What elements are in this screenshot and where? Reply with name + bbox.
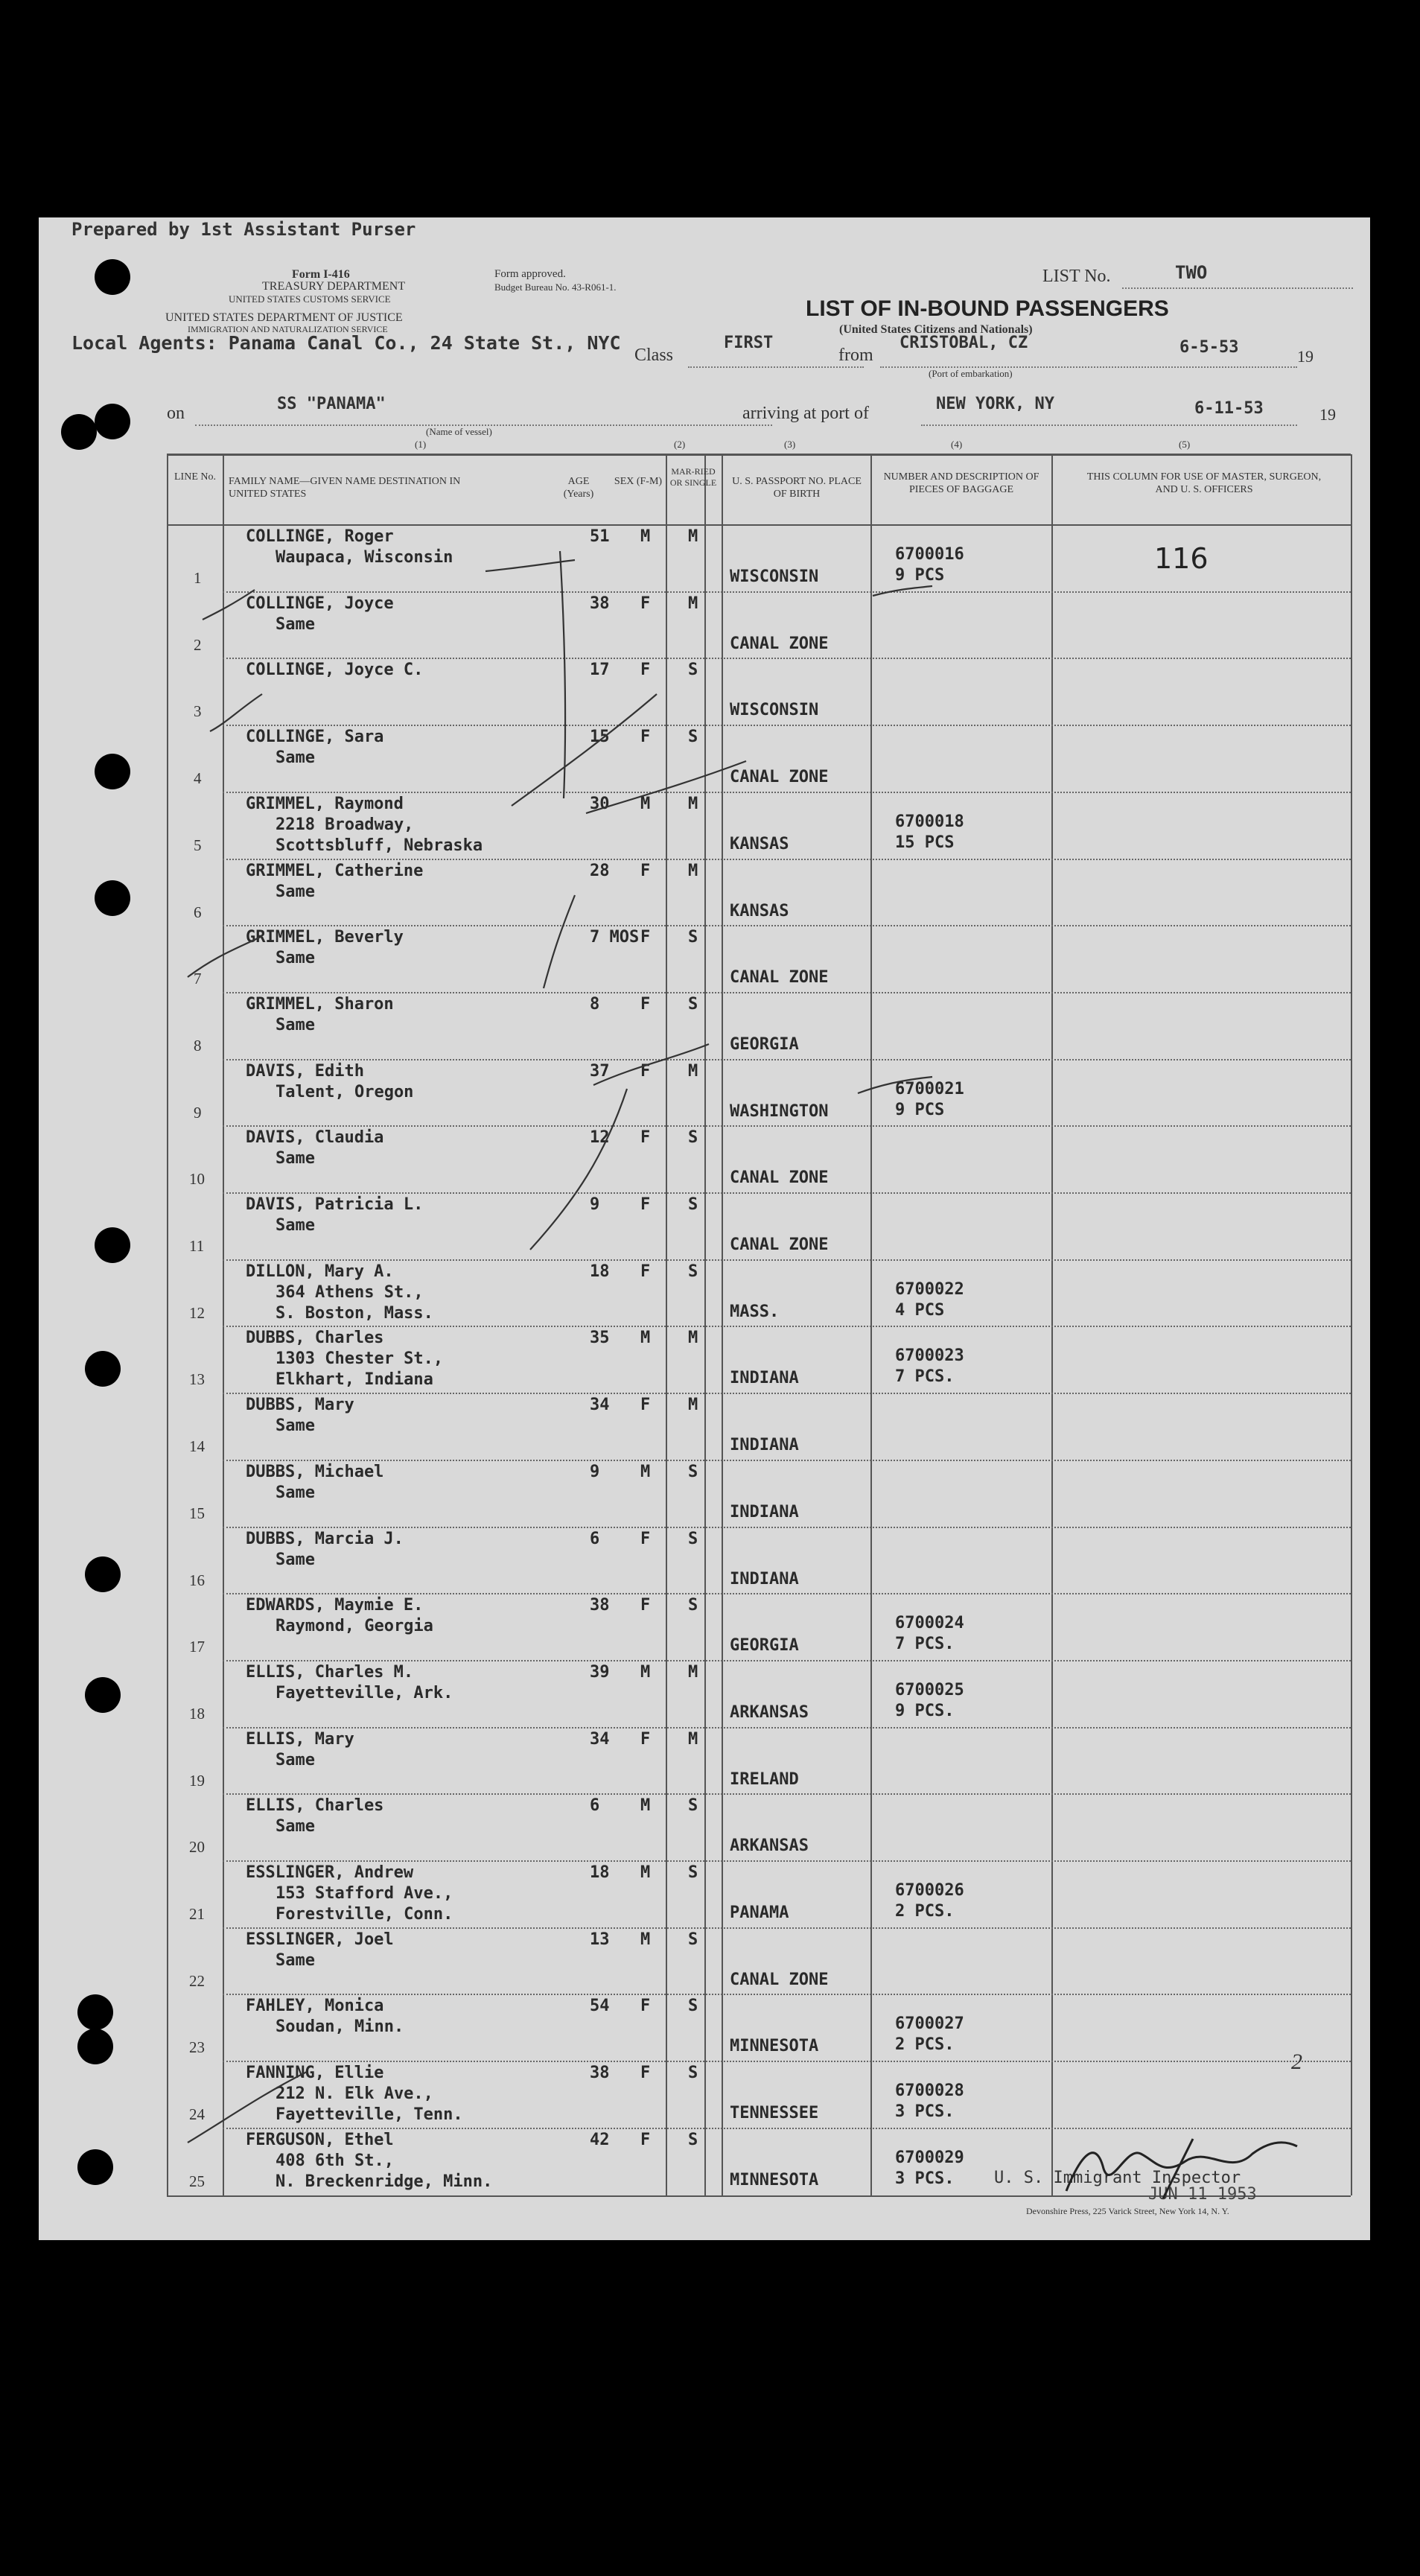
- line-number: 10: [189, 1170, 205, 1188]
- destination-line: Waupaca, Wisconsin: [276, 548, 453, 567]
- destination-line: 153 Stafford Ave.,: [276, 1884, 453, 1903]
- age-value: 6: [590, 1530, 600, 1548]
- from-port: CRISTOBAL, CZ: [900, 334, 1028, 352]
- marital-status: S: [688, 1930, 698, 1949]
- check-marks: [39, 217, 1370, 2240]
- baggage-line: 6700023: [895, 1346, 964, 1365]
- sex-value: F: [640, 1262, 651, 1281]
- col-header-name: FAMILY NAME—GIVEN NAME DESTINATION IN UNITED STATES: [229, 476, 461, 500]
- list-subtitle: (United States Citizens and Nationals): [839, 323, 1033, 336]
- destination-line: Same: [276, 1483, 315, 1502]
- baggage-line: 2 PCS.: [895, 1902, 955, 1921]
- place-of-birth: MASS.: [730, 1303, 780, 1321]
- passenger-name: ESSLINGER, Joel: [246, 1930, 394, 1949]
- destination-line: Fayetteville, Ark.: [276, 1684, 453, 1702]
- passenger-name: ELLIS, Charles M.: [246, 1663, 414, 1682]
- sex-value: F: [640, 661, 651, 679]
- arriving-label: arriving at port of: [742, 404, 869, 423]
- passenger-name: DUBBS, Marcia J.: [246, 1530, 404, 1548]
- age-value: 38: [590, 1596, 610, 1615]
- passenger-name: GRIMMEL, Catherine: [246, 862, 424, 880]
- marital-status: M: [688, 1329, 698, 1347]
- destination-line: Same: [276, 1817, 315, 1836]
- passenger-name: COLLINGE, Joyce C.: [246, 661, 424, 679]
- line-number: 17: [189, 1638, 205, 1656]
- passenger-name: DILLON, Mary A.: [246, 1262, 394, 1281]
- line-number: 14: [189, 1437, 205, 1455]
- inspector-label: U. S. Immigrant Inspector: [994, 2169, 1241, 2187]
- marital-status: M: [688, 1663, 698, 1682]
- line-number: 3: [194, 702, 202, 720]
- baggage-line: 4 PCS: [895, 1301, 945, 1320]
- baggage-line: 9 PCS.: [895, 1702, 955, 1720]
- age-value: 39: [590, 1663, 610, 1682]
- age-value: 12: [590, 1128, 610, 1147]
- passenger-name: DUBBS, Mary: [246, 1396, 354, 1414]
- destination-line: Same: [276, 1951, 315, 1970]
- inspector-signature: [1051, 2124, 1334, 2206]
- col-header-baggage: NUMBER AND DESCRIPTION OF PIECES OF BAGGAGE: [883, 471, 1039, 495]
- age-value: 18: [590, 1863, 610, 1882]
- marital-status: S: [688, 728, 698, 746]
- age-value: 9: [590, 1463, 600, 1481]
- place-of-birth: CANAL ZONE: [730, 635, 829, 653]
- passenger-name: FAHLEY, Monica: [246, 1997, 384, 2015]
- place-of-birth: ARKANSAS: [730, 1703, 809, 1722]
- passenger-name: ESSLINGER, Andrew: [246, 1863, 414, 1882]
- place-of-birth: CANAL ZONE: [730, 1971, 829, 1989]
- age-value: 30: [590, 795, 610, 813]
- passenger-name: GRIMMEL, Sharon: [246, 995, 394, 1014]
- col-num-1: (1): [415, 439, 427, 450]
- destination-line: Same: [276, 615, 315, 634]
- marital-status: S: [688, 1195, 698, 1214]
- sex-value: F: [640, 862, 651, 880]
- baggage-line: 2 PCS.: [895, 2035, 955, 2054]
- sex-value: F: [640, 1195, 651, 1214]
- baggage-line: 6700018: [895, 812, 964, 831]
- customs-service: UNITED STATES CUSTOMS SERVICE: [229, 293, 391, 305]
- passenger-name: DUBBS, Charles: [246, 1329, 384, 1347]
- sex-value: M: [640, 795, 651, 813]
- stamp-date: JUN 11 1953: [1148, 2185, 1257, 2204]
- marital-status: M: [688, 795, 698, 813]
- marital-status: S: [688, 928, 698, 947]
- sex-value: F: [640, 928, 651, 947]
- col-header-officers: THIS COLUMN FOR USE OF MASTER, SURGEON, AND U. S. OFFICERS: [1086, 471, 1322, 495]
- marital-status: S: [688, 1128, 698, 1147]
- marital-status: S: [688, 995, 698, 1014]
- passenger-name: COLLINGE, Joyce: [246, 594, 394, 613]
- baggage-line: 3 PCS.: [895, 2102, 955, 2121]
- line-number: 4: [194, 769, 202, 787]
- place-of-birth: KANSAS: [730, 835, 789, 853]
- passenger-name: GRIMMEL, Raymond: [246, 795, 404, 813]
- destination-line: 212 N. Elk Ave.,: [276, 2084, 433, 2103]
- destination-line: Same: [276, 1149, 315, 1168]
- list-title: LIST OF IN-BOUND PASSENGERS: [806, 296, 1169, 321]
- baggage-line: 3 PCS.: [895, 2169, 955, 2188]
- line-number: 7: [194, 970, 202, 988]
- col-header-sex: SEX (F-M): [614, 476, 663, 487]
- line-number: 1: [194, 569, 202, 587]
- passenger-name: DUBBS, Michael: [246, 1463, 384, 1481]
- class-label: Class: [634, 346, 674, 365]
- justice-dept: UNITED STATES DEPARTMENT OF JUSTICE: [165, 311, 403, 324]
- age-value: 28: [590, 862, 610, 880]
- age-value: 9: [590, 1195, 600, 1214]
- place-of-birth: INDIANA: [730, 1436, 799, 1454]
- destination-line: Soudan, Minn.: [276, 2017, 404, 2036]
- marital-status: S: [688, 1596, 698, 1615]
- class-value: FIRST: [724, 334, 774, 352]
- place-of-birth: WISCONSIN: [730, 701, 819, 719]
- passenger-name: FANNING, Ellie: [246, 2064, 384, 2082]
- baggage-line: 6700016: [895, 545, 964, 564]
- place-of-birth: WISCONSIN: [730, 567, 819, 586]
- line-number: 15: [189, 1504, 205, 1522]
- destination-line: Raymond, Georgia: [276, 1617, 433, 1635]
- line-number: 2: [194, 636, 202, 654]
- passenger-name: DAVIS, Patricia L.: [246, 1195, 424, 1214]
- marital-status: M: [688, 1396, 698, 1414]
- line-number: 11: [189, 1237, 205, 1255]
- place-of-birth: IRELAND: [730, 1770, 799, 1789]
- destination-line: Same: [276, 1751, 315, 1769]
- passenger-name: GRIMMEL, Beverly: [246, 928, 404, 947]
- place-of-birth: KANSAS: [730, 902, 789, 920]
- place-of-birth: CANAL ZONE: [730, 1235, 829, 1254]
- vessel-label: (Name of vessel): [426, 426, 492, 437]
- list-no-label: LIST No.: [1042, 267, 1111, 286]
- baggage-line: 15 PCS: [895, 833, 955, 852]
- local-agents: Local Agents: Panama Canal Co., 24 State St., NYC: [71, 332, 621, 354]
- destination-line: Scottsbluff, Nebraska: [276, 836, 483, 855]
- col-header-married: MAR-RIED OR SINGLE: [669, 466, 717, 488]
- baggage-line: 6700026: [895, 1881, 964, 1900]
- from-date: 6-5-53: [1179, 338, 1239, 357]
- destination-line: Same: [276, 1016, 315, 1034]
- col-num-5: (5): [1179, 439, 1191, 450]
- line-number: 25: [189, 2172, 205, 2190]
- baggage-line: 6700025: [895, 1681, 964, 1699]
- place-of-birth: ARKANSAS: [730, 1836, 809, 1855]
- from-label: from: [838, 346, 873, 365]
- marital-status: M: [688, 594, 698, 613]
- age-value: 54: [590, 1997, 610, 2015]
- baggage-line: 7 PCS.: [895, 1635, 955, 1653]
- age-value: 8: [590, 995, 600, 1014]
- marital-status: M: [688, 862, 698, 880]
- sex-value: M: [640, 1663, 651, 1682]
- sex-value: F: [640, 1730, 651, 1749]
- marital-status: S: [688, 2131, 698, 2149]
- line-number: 8: [194, 1037, 202, 1055]
- place-of-birth: GEORGIA: [730, 1636, 799, 1655]
- passenger-name: COLLINGE, Roger: [246, 527, 394, 546]
- col-header-age: AGE (Years): [563, 476, 594, 500]
- baggage-line: 6700022: [895, 1280, 964, 1299]
- sex-value: M: [640, 1463, 651, 1481]
- baggage-line: 9 PCS: [895, 566, 945, 585]
- destination-line: S. Boston, Mass.: [276, 1304, 433, 1323]
- baggage-line: 6700021: [895, 1080, 964, 1098]
- destination-line: 1303 Chester St.,: [276, 1349, 444, 1368]
- place-of-birth: INDIANA: [730, 1503, 799, 1521]
- baggage-line: 6700027: [895, 2014, 964, 2033]
- line-number: 19: [189, 1772, 205, 1790]
- age-value: 35: [590, 1329, 610, 1347]
- destination-line: Forestville, Conn.: [276, 1905, 453, 1924]
- place-of-birth: GEORGIA: [730, 1035, 799, 1054]
- on-label: on: [167, 404, 185, 423]
- line-number: 12: [189, 1304, 205, 1322]
- marital-status: S: [688, 2064, 698, 2082]
- baggage-line: 7 PCS.: [895, 1367, 955, 1386]
- destination-line: Same: [276, 1216, 315, 1235]
- sex-value: F: [640, 1128, 651, 1147]
- manifest-page: [39, 217, 1370, 2240]
- age-value: 13: [590, 1930, 610, 1949]
- passenger-name: FERGUSON, Ethel: [246, 2131, 394, 2149]
- destination-line: Elkhart, Indiana: [276, 1370, 433, 1389]
- line-number: 22: [189, 1972, 205, 1990]
- baggage-line: 6700028: [895, 2082, 964, 2100]
- arrival-port: NEW YORK, NY: [936, 395, 1054, 413]
- place-of-birth: CANAL ZONE: [730, 768, 829, 786]
- passenger-name: COLLINGE, Sara: [246, 728, 384, 746]
- passenger-name: EDWARDS, Maymie E.: [246, 1596, 424, 1615]
- line-number: 18: [189, 1705, 205, 1723]
- sex-value: F: [640, 1396, 651, 1414]
- sex-value: M: [640, 1930, 651, 1949]
- line-number: 23: [189, 2038, 205, 2056]
- marital-status: M: [688, 1062, 698, 1081]
- place-of-birth: INDIANA: [730, 1369, 799, 1387]
- age-value: 6: [590, 1796, 600, 1815]
- passenger-name: ELLIS, Charles: [246, 1796, 384, 1815]
- sex-value: F: [640, 1997, 651, 2015]
- age-value: 17: [590, 661, 610, 679]
- line-number: 21: [189, 1905, 205, 1923]
- sex-value: F: [640, 2131, 651, 2149]
- marital-status: S: [688, 1796, 698, 1815]
- form-number: Form I-416: [292, 268, 350, 281]
- place-of-birth: MINNESOTA: [730, 2171, 819, 2189]
- sex-value: F: [640, 1596, 651, 1615]
- arrival-date: 6-11-53: [1194, 399, 1264, 418]
- baggage-line: 9 PCS: [895, 1101, 945, 1119]
- vessel-name: SS "PANAMA": [277, 395, 386, 413]
- sex-value: F: [640, 728, 651, 746]
- baggage-line: 6700024: [895, 1614, 964, 1632]
- destination-line: Fayetteville, Tenn.: [276, 2105, 463, 2124]
- marital-status: S: [688, 661, 698, 679]
- prepared-by: Prepared by 1st Assistant Purser: [71, 219, 416, 240]
- line-number: 20: [189, 1838, 205, 1856]
- age-value: 37: [590, 1062, 610, 1081]
- age-value: 15: [590, 728, 610, 746]
- destination-line: Same: [276, 748, 315, 767]
- col-header-passport: U. S. PASSPORT NO. PLACE OF BIRTH: [732, 476, 862, 500]
- printer-credit: Devonshire Press, 225 Varick Street, New York 14, N. Y.: [1026, 2206, 1229, 2216]
- place-of-birth: PANAMA: [730, 1904, 789, 1922]
- line-number: 24: [189, 2105, 205, 2123]
- line-number: 6: [194, 903, 202, 921]
- marital-status: S: [688, 1997, 698, 2015]
- col-num-2: (2): [674, 439, 686, 450]
- marital-status: M: [688, 527, 698, 546]
- destination-line: Talent, Oregon: [276, 1083, 414, 1101]
- marital-status: S: [688, 1863, 698, 1882]
- arrival-year-label: 19: [1319, 405, 1336, 424]
- sex-value: M: [640, 1329, 651, 1347]
- col-num-4: (4): [951, 439, 963, 450]
- age-value: 51: [590, 527, 610, 546]
- line-number: 5: [194, 836, 202, 854]
- sex-value: F: [640, 594, 651, 613]
- baggage-line: 6700029: [895, 2149, 964, 2167]
- line-number: 9: [194, 1104, 202, 1122]
- age-value: 34: [590, 1730, 610, 1749]
- destination-line: Same: [276, 949, 315, 967]
- list-no-value: TWO: [1175, 262, 1208, 283]
- officer-note: 116: [1154, 542, 1209, 575]
- age-value: 38: [590, 594, 610, 613]
- col-num-3: (3): [784, 439, 796, 450]
- sex-value: M: [640, 1796, 651, 1815]
- place-of-birth: CANAL ZONE: [730, 1168, 829, 1187]
- port-embark-label: (Port of embarkation): [929, 368, 1013, 379]
- destination-line: Same: [276, 1551, 315, 1569]
- marital-status: S: [688, 1262, 698, 1281]
- margin-mark: 2: [1291, 2049, 1302, 2074]
- sex-value: F: [640, 995, 651, 1014]
- year-label: 19: [1297, 347, 1314, 366]
- place-of-birth: MINNESOTA: [730, 2037, 819, 2055]
- ins-service: IMMIGRATION AND NATURALIZATION SERVICE: [188, 324, 388, 334]
- passenger-name: ELLIS, Mary: [246, 1730, 354, 1749]
- sex-value: M: [640, 527, 651, 546]
- col-header-line-no: LINE No.: [174, 471, 216, 483]
- line-number: 13: [189, 1370, 205, 1388]
- line-number: 16: [189, 1571, 205, 1589]
- age-value: 42: [590, 2131, 610, 2149]
- form-approved: Form approved.: [494, 268, 566, 280]
- destination-line: Same: [276, 882, 315, 901]
- destination-line: N. Breckenridge, Minn.: [276, 2172, 493, 2191]
- age-value: 7 MOS: [590, 928, 640, 947]
- marital-status: M: [688, 1730, 698, 1749]
- place-of-birth: INDIANA: [730, 1570, 799, 1588]
- destination-line: 2218 Broadway,: [276, 815, 414, 834]
- sex-value: M: [640, 1863, 651, 1882]
- sex-value: F: [640, 1062, 651, 1081]
- passenger-name: DAVIS, Edith: [246, 1062, 364, 1081]
- place-of-birth: WASHINGTON: [730, 1102, 829, 1121]
- destination-line: 408 6th St.,: [276, 2152, 394, 2170]
- age-value: 34: [590, 1396, 610, 1414]
- marital-status: S: [688, 1463, 698, 1481]
- destination-line: Same: [276, 1416, 315, 1435]
- passenger-name: DAVIS, Claudia: [246, 1128, 384, 1147]
- place-of-birth: TENNESSEE: [730, 2104, 819, 2122]
- marital-status: S: [688, 1530, 698, 1548]
- sex-value: F: [640, 2064, 651, 2082]
- budget-bureau: Budget Bureau No. 43-R061-1.: [494, 282, 617, 293]
- treasury-dept: TREASURY DEPARTMENT: [262, 280, 406, 293]
- sex-value: F: [640, 1530, 651, 1548]
- age-value: 18: [590, 1262, 610, 1281]
- age-value: 38: [590, 2064, 610, 2082]
- place-of-birth: CANAL ZONE: [730, 968, 829, 987]
- destination-line: 364 Athens St.,: [276, 1283, 424, 1302]
